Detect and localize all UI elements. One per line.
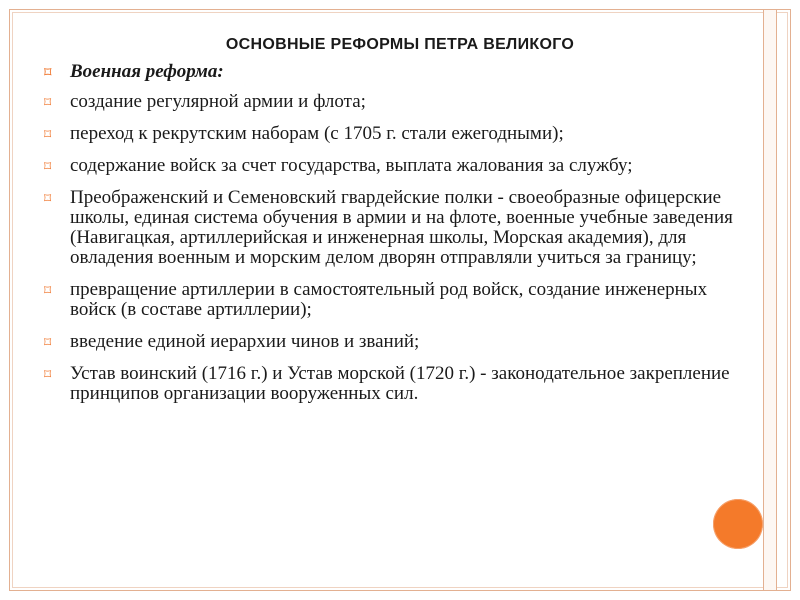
slide-title: ОСНОВНЫЕ РЕФОРМЫ ПЕТРА ВЕЛИКОГО — [225, 36, 575, 53]
list-item — [44, 124, 749, 144]
bullet-icon: ⌑ — [44, 367, 52, 383]
reform-list — [44, 62, 749, 416]
list-item-text: превращение артиллерии в самостоятельный род войск, создание инженерных войск (в составе артиллерии); — [70, 279, 708, 320]
bullet-icon: ⌑ — [44, 127, 52, 143]
bullet-icon: ⌑ — [44, 95, 52, 111]
list-item — [44, 332, 749, 352]
list-item-text: введение единой иерархии чинов и званий; — [70, 331, 420, 352]
list-item-text: создание регулярной армии и флота; — [70, 91, 366, 112]
list-item — [44, 280, 749, 320]
bullet-icon: ⌑ — [44, 65, 52, 81]
list-item-text: содержание войск за счет государства, выплата жалования за службу; — [70, 155, 633, 176]
list-item-text: переход к рекрутским наборам (с 1705 г. стали ежегодными); — [70, 123, 564, 144]
bullet-icon: ⌑ — [44, 335, 52, 351]
list-item-text: Устав воинский (1716 г.) и Устав морской (1720 г.) - законодательное закрепление принципов организации вооруженных сил. — [70, 363, 730, 404]
list-item — [44, 92, 749, 112]
list-item-text: Преображенский и Семеновский гвардейские полки - своеобразные офицерские школы, единая система обучения в армии и на флоте, военные учебные заведения (Навигацкая, артиллерийская и инженерная школы, Морская академия), для овладения военным и морским делом дворян отправляли учиться за границу; — [70, 187, 733, 268]
list-item — [44, 188, 749, 268]
bullet-icon: ⌑ — [44, 159, 52, 175]
list-item — [44, 364, 749, 404]
decorative-side-band — [763, 10, 777, 590]
decorative-orange-circle — [713, 499, 763, 549]
bullet-icon: ⌑ — [44, 191, 52, 207]
list-item-heading — [44, 62, 749, 82]
list-item-text: Военная реформа: — [70, 61, 224, 82]
bullet-icon: ⌑ — [44, 283, 52, 299]
list-item — [44, 156, 749, 176]
